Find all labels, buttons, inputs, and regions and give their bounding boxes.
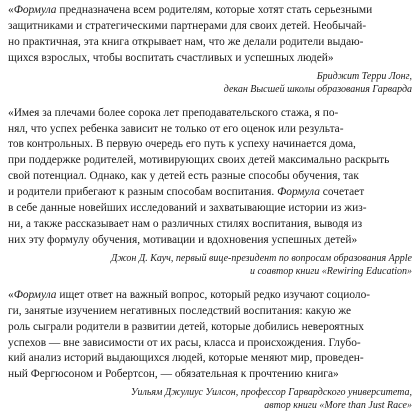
quote-line: «Формула предназначена всем родителям, которые хотят стать серьезными	[8, 4, 373, 16]
quote-attribution-1	[8, 70, 412, 96]
quote-line: при поддержке родителей, мотивирующих своих детей максимально раскрыть	[8, 154, 390, 167]
attribution-line: декан Высшей школы образования Гарварда	[223, 83, 412, 95]
quote-line: кий анализ историй выдающихся людей, которые меняют мир, проведен-	[8, 352, 364, 365]
quote-line: успехов — вне зависимости от их расы, класса и происхождения. Глубо-	[8, 336, 361, 349]
quote-line: них эту формулу обучения, мотивации и вдохновения успешных детей»	[8, 233, 358, 246]
attribution-line: Джон Д. Кауч, первый вице-президент по вопросам образования Apple	[110, 252, 412, 264]
quote-line: ги, занятые изучением негативных последствий воспитания: какую же	[8, 304, 352, 317]
quote-line: ный Фергюсоном и Робертсон, — обязательная к прочтению книга»	[8, 368, 339, 381]
quote-block-1	[8, 3, 412, 96]
quote-text-2	[8, 106, 412, 249]
quote-line: тов контрольных. В первую очередь его путь к успеху начинается дома,	[8, 138, 356, 151]
quote-line: роль сыграли родители в развитии детей, которые добились невероятных	[8, 320, 364, 333]
quote-line: и родители прибегают к разным способам воспитания. Формула сочетает	[8, 186, 365, 199]
quote-line: нял, что успех ребенка зависит не только от его оценок или результа-	[8, 122, 344, 135]
attribution-line: Уильям Джулиус Уилсон, профессор Гарвардского университета,	[130, 387, 412, 399]
quote-line: в себе данные новейших исследований и захватывающие истории из жиз-	[8, 202, 367, 215]
quote-line: ни, а также рассказывает нам о различных стилях воспитания, выводя из	[8, 217, 363, 230]
quote-attribution-2	[8, 252, 412, 278]
quote-line: свой потенциал. Однако, как у детей есть разные способы обучения, так	[8, 170, 359, 183]
quote-line: но практичная, эта книга открывает нам, что же делали родители выдаю-	[8, 35, 364, 48]
attribution-line: Бриджит Терри Лонг,	[316, 70, 412, 82]
attribution-line: и соавтор книги «Rewiring Education»	[249, 265, 412, 277]
quote-text-1	[8, 3, 412, 67]
quote-block-2	[8, 106, 412, 278]
quote-line: «Имея за плечами более сорока лет преподавательского стажа, я по-	[8, 106, 339, 119]
attribution-line: автор книги «More than Just Race»	[264, 400, 412, 412]
quote-line: защитниками и стратегическими партнерами для своих детей. Необычай-	[8, 19, 367, 32]
quote-attribution-3	[8, 386, 412, 412]
quote-line: «Формула ищет ответ на важный вопрос, который редко изучают социоло-	[8, 288, 371, 301]
quote-block-3	[8, 288, 412, 412]
quote-line: щихся взрослых, чтобы воспитать счастливых и успешных людей»	[8, 51, 334, 64]
quote-text-3	[8, 288, 412, 383]
